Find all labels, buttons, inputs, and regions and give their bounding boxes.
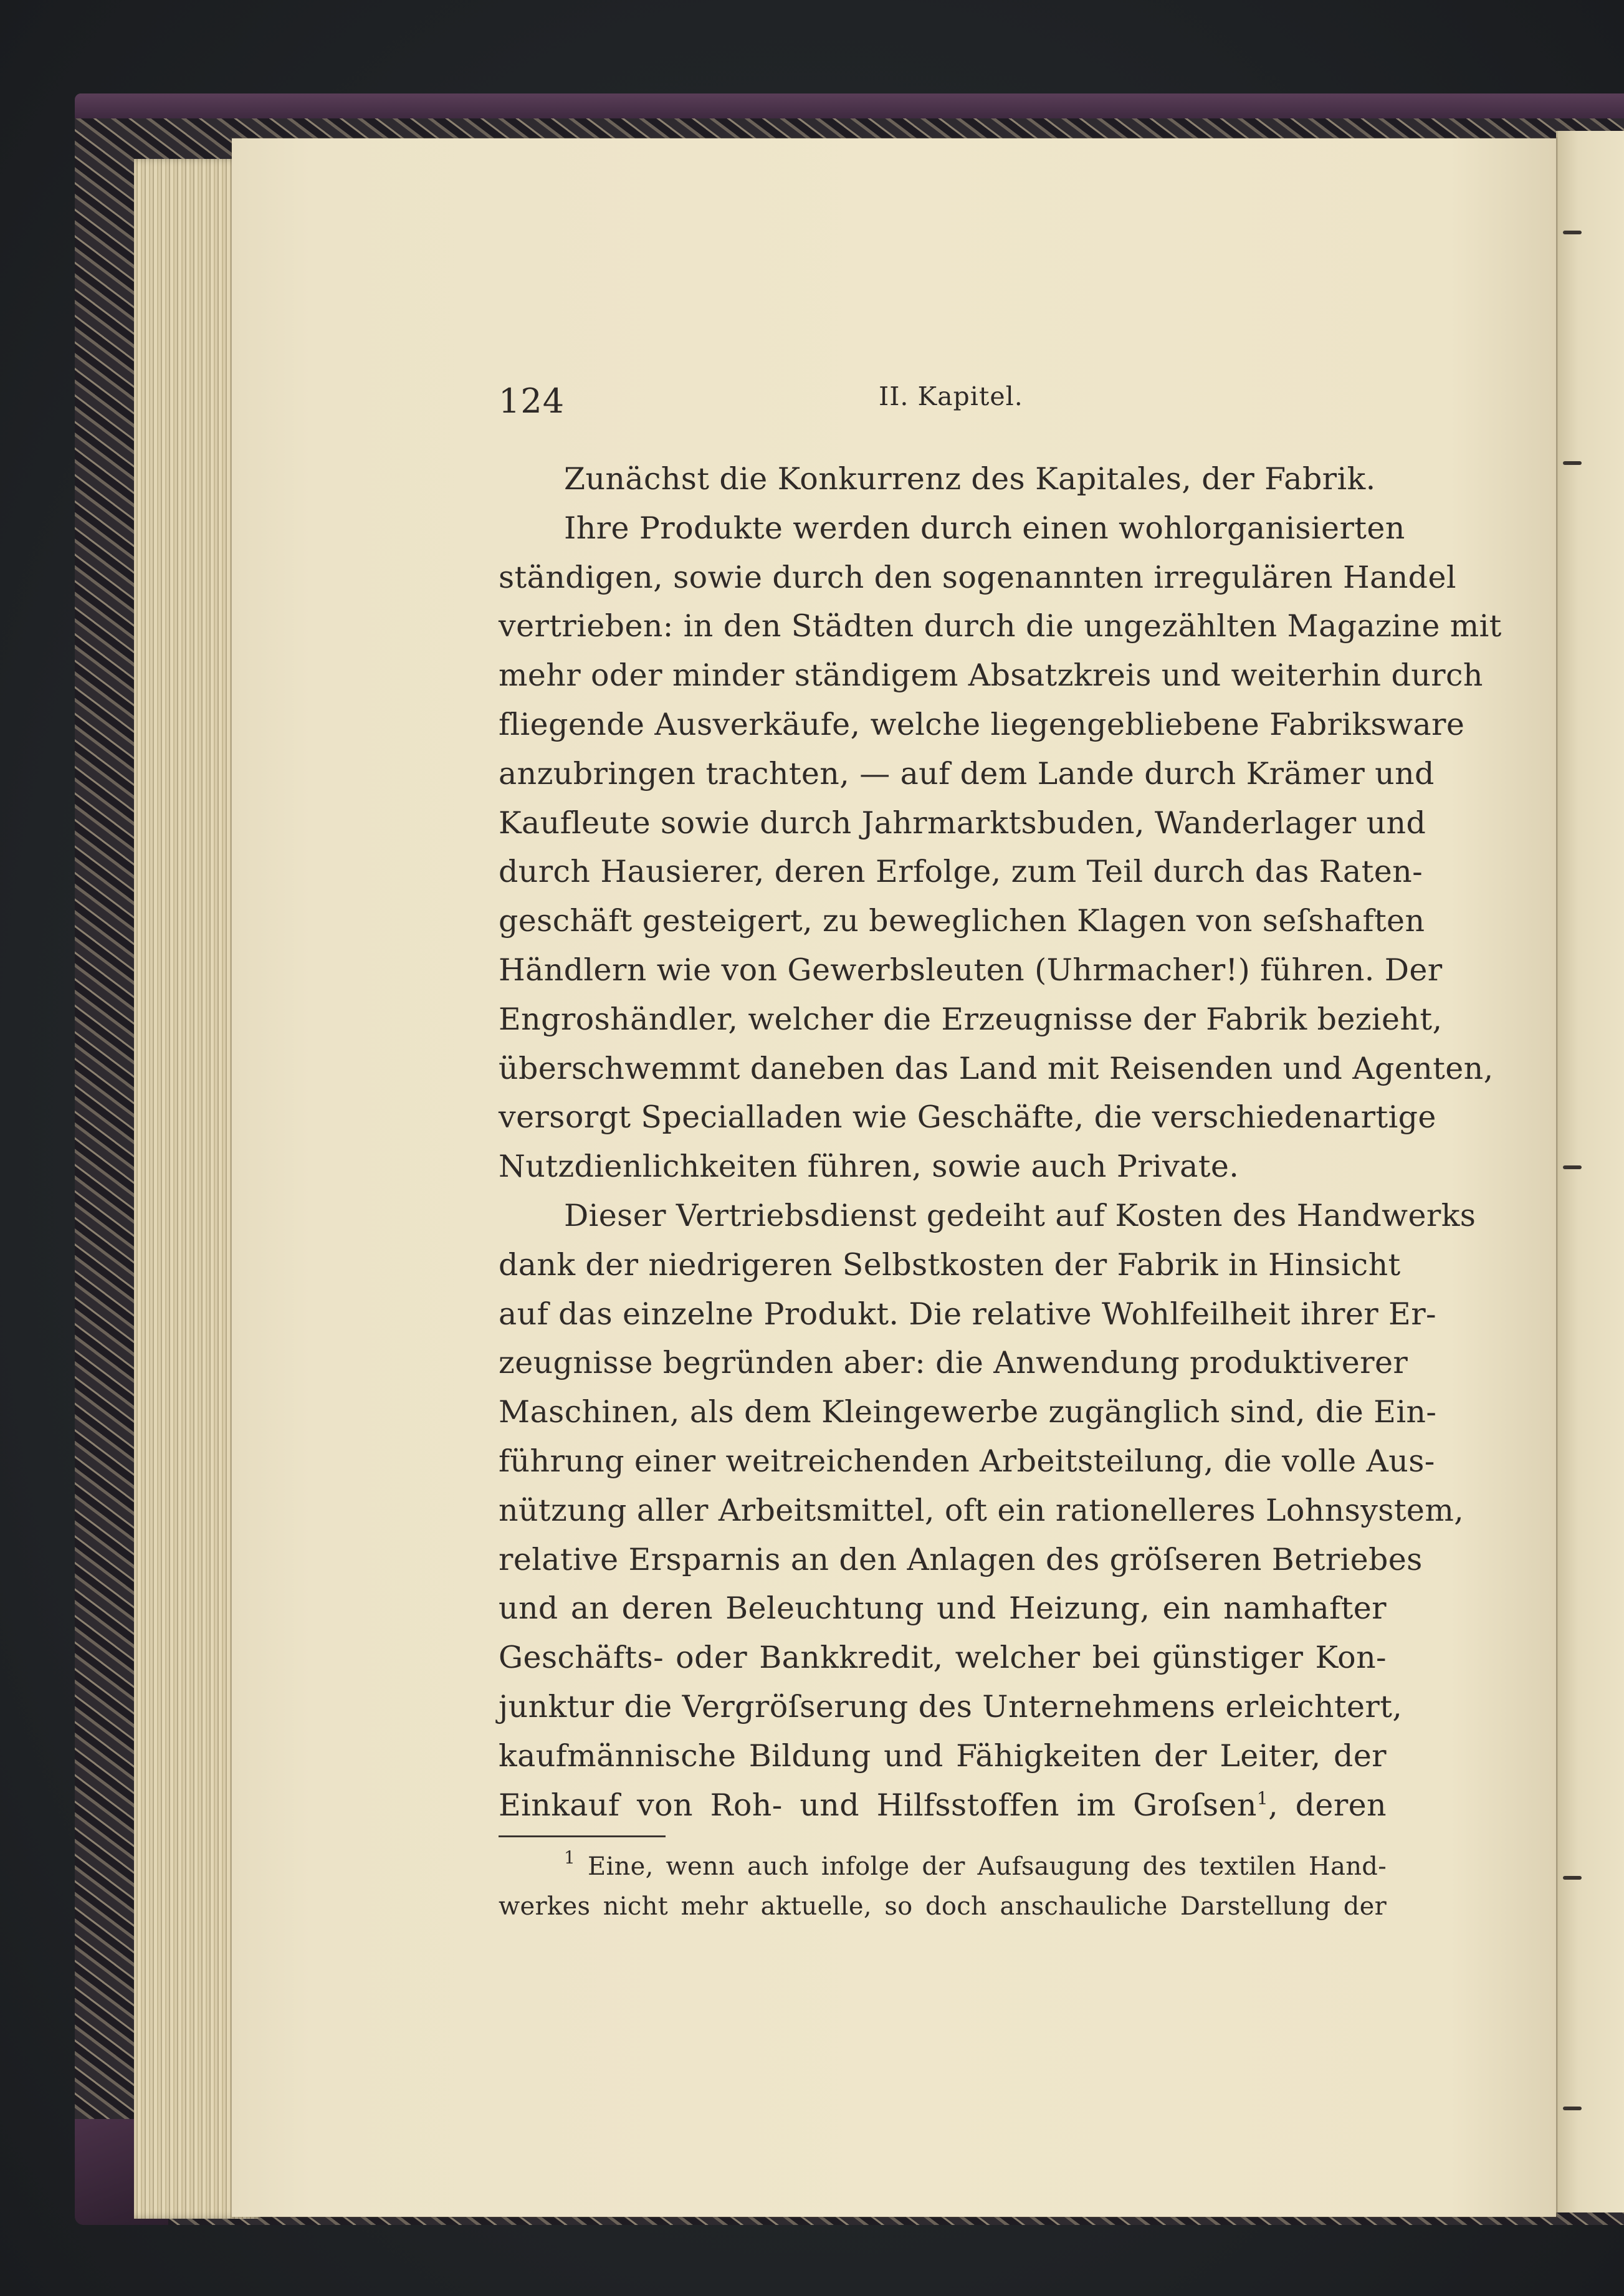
text-line: fliegende Ausverkäufe, welche liegengebliebene Fabriksware — [499, 706, 1465, 742]
text-line: anzubringen trachten, — auf dem Lande durch Krämer und — [499, 755, 1435, 792]
footnote-line: werkes nicht mehr aktuelle, so doch anschauliche Darstellung der — [499, 1892, 1387, 1921]
footnote-reference: 1 — [1256, 1787, 1269, 1809]
footnote-line — [499, 1847, 1387, 1887]
page-mark — [1563, 2107, 1582, 2110]
footnote-divider — [499, 1835, 666, 1837]
text-line: relative Ersparnis an den Anlagen des gröſseren Betriebes — [499, 1541, 1423, 1577]
text-line: Nutzdienlichkeiten führen, sowie auch Private. — [499, 1149, 1239, 1185]
text-line: ständigen, sowie durch den sogenannten irregulären Handel — [499, 559, 1456, 595]
text-line: vertrieben: in den Städten durch die ungezählten Magazine mit — [499, 608, 1502, 644]
page-mark — [1563, 1165, 1582, 1169]
text-segment: Einkauf von Roh- und Hilfsstoffen im Groſsen — [499, 1787, 1257, 1823]
page-mark — [1563, 1876, 1582, 1880]
text-line: Maschinen, als dem Kleingewerbe zugänglich sind, die Ein- — [499, 1394, 1437, 1430]
text-line: und an deren Beleuchtung und Heizung, ein namhafter — [499, 1590, 1387, 1627]
text-line: mehr oder minder ständigem Absatzkreis und weiterhin durch — [499, 658, 1483, 694]
text-line: junktur die Vergröſserung des Unternehmens erleichtert, — [499, 1688, 1403, 1724]
text-line: versorgt Specialladen wie Geschäfte, die verschiedenartige — [499, 1099, 1436, 1136]
text-line: dank der niedrigeren Selbstkosten der Fabrik in Hinsicht — [499, 1246, 1401, 1283]
text-line-with-footnote — [499, 1781, 1387, 1830]
body-text — [499, 455, 1502, 1830]
text-line: nützung aller Arbeitsmittel, oft ein rationelleres Lohnsystem, — [499, 1492, 1464, 1528]
text-line: Dieser Vertriebsdienst gedeiht auf Kosten des Handwerks — [564, 1197, 1476, 1233]
text-line: Zunächst die Konkurrenz des Kapitales, der Fabrik. — [564, 461, 1376, 497]
text-line: durch Hausierer, deren Erfolge, zum Teil durch das Raten- — [499, 854, 1423, 890]
running-head: II. Kapitel. — [879, 381, 1023, 411]
page-mark — [1563, 231, 1582, 234]
text-line: kaufmännische Bildung und Fähigkeiten der Leiter, der — [499, 1738, 1387, 1774]
facing-page-edge — [1556, 131, 1624, 2212]
text-segment: , deren — [1268, 1787, 1387, 1823]
text-line: Ihre Produkte werden durch einen wohlorganisierten — [564, 510, 1405, 546]
text-line: Engroshändler, welcher die Erzeugnisse der Fabrik bezieht, — [499, 1001, 1443, 1037]
text-line: zeugnisse begründen aber: die Anwendung produktiverer — [499, 1345, 1408, 1381]
text-line: Geschäfts- oder Bankkredit, welcher bei günstiger Kon- — [499, 1640, 1387, 1676]
page-number: 124 — [499, 381, 565, 421]
cover-edge-band — [75, 93, 1624, 118]
text-line: auf das einzelne Produkt. Die relative Wohlfeilheit ihrer Er- — [499, 1296, 1436, 1332]
footnote-marker: 1 — [564, 1847, 576, 1868]
footnote-text: Eine, wenn auch infolge der Aufsaugung des textilen Hand- — [588, 1852, 1387, 1881]
text-line: geschäft gesteigert, zu beweglichen Klagen von seſshaften — [499, 903, 1425, 939]
page-mark — [1563, 461, 1582, 465]
text-line: Kaufleute sowie durch Jahrmarktsbuden, Wanderlager und — [499, 805, 1426, 841]
text-line: Händlern wie von Gewerbsleuten (Uhrmacher!) führen. Der — [499, 952, 1443, 988]
text-line: führung einer weitreichenden Arbeitsteilung, die volle Aus- — [499, 1443, 1435, 1479]
footnote — [499, 1847, 1387, 1926]
text-line: überschwemmt daneben das Land mit Reisenden und Agenten, — [499, 1050, 1494, 1086]
